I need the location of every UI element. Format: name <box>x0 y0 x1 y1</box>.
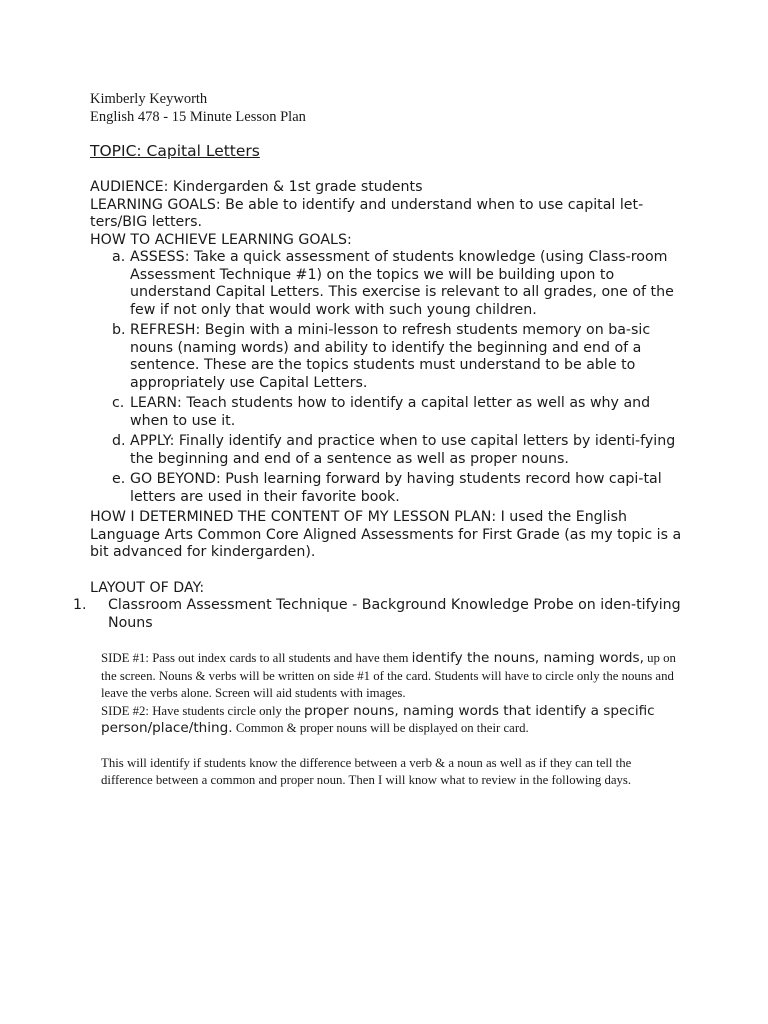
goal-marker: c. <box>112 395 125 411</box>
side1-text-b: identify the nouns, naming words, <box>411 650 644 666</box>
side2-text-b: proper nouns, naming words that identify a specific person/place/thing. <box>101 702 655 736</box>
side1-paragraph <box>101 650 686 703</box>
topic-heading: TOPIC: Capital Letters <box>90 142 260 160</box>
course-title: English 478 - 15 Minute Lesson Plan <box>90 109 306 125</box>
layout-step-text: Classroom Assessment Technique - Background Knowledge Probe on iden-tifying Nouns <box>108 597 681 631</box>
audience-line: AUDIENCE: Kindergarden & 1st grade students <box>90 179 423 195</box>
closing-paragraph: This will identify if students know the difference between a verb & a noun as well as if they can tell the difference between a common and proper noun. Then I will know what to review in the following days. <box>101 755 632 787</box>
learning-goals-line: LEARNING GOALS: Be able to identify and understand when to use capital let-ters/BIG letters. <box>90 196 644 230</box>
side2-text-c: Common & proper nouns will be displayed on their card. <box>232 721 529 735</box>
goal-item-refresh <box>112 322 690 392</box>
goal-item-learn <box>112 395 690 430</box>
goal-marker: a. <box>112 249 126 265</box>
goal-text: ASSESS: Take a quick assessment of students knowledge (using Class-room Assessment Technique #1) on the topics we will be building upon to understand Capital Letters. This exercise is relevant to all grades, one of the few if not only that would work with such young children. <box>130 249 674 318</box>
layout-step-number: 1. <box>73 597 87 613</box>
goal-item-assess <box>112 249 690 319</box>
paragraph-spacer <box>101 738 686 755</box>
side2-paragraph <box>101 703 686 738</box>
author-name: Kimberly Keyworth <box>90 91 208 107</box>
goal-text: APPLY: Finally identify and practice when to use capital letters by identi-fying the beginning and end of a sentence as well as proper nouns. <box>130 433 676 467</box>
goal-marker: e. <box>112 471 126 487</box>
goals-list <box>90 249 690 506</box>
layout-of-day-heading: LAYOUT OF DAY: <box>90 579 205 596</box>
side1-text-c: up on the screen. Nouns & verbs will be written on side #1 of the card. Students will have to circle only the nouns and leave the verbs alone. Screen will aid students with images. <box>101 651 676 700</box>
goal-item-apply <box>112 433 690 468</box>
goal-text: GO BEYOND: Push learning forward by having students record how capi-tal letters are used in their favorite book. <box>130 471 662 505</box>
how-to-achieve-heading: HOW TO ACHIEVE LEARNING GOALS: <box>90 231 352 248</box>
goal-marker: d. <box>112 433 126 449</box>
layout-step-item <box>73 597 690 632</box>
side1-text-a: SIDE #1: Pass out index cards to all students and have them <box>101 651 412 665</box>
side-instructions <box>101 650 686 790</box>
determined-paragraph: HOW I DETERMINED THE CONTENT OF MY LESSON PLAN: I used the English Language Arts Common Core Aligned Assessments for First Grade (as my topic is a bit advanced for kindergarden). <box>90 509 682 560</box>
goal-item-go-beyond <box>112 471 690 506</box>
document-header <box>90 90 306 126</box>
goal-text: LEARN: Teach students how to identify a capital letter as well as why and when to use it. <box>130 395 651 429</box>
goal-marker: b. <box>112 322 126 338</box>
lesson-body <box>73 179 690 632</box>
side2-text-a: SIDE #2: Have students circle only the <box>101 703 304 718</box>
goal-text: REFRESH: Begin with a mini-lesson to refresh students memory on ba-sic nouns (naming words) and ability to identify the beginning and end of a sentence. These are the topics students must understand to be able to appropriately use Capital Letters. <box>130 322 651 391</box>
